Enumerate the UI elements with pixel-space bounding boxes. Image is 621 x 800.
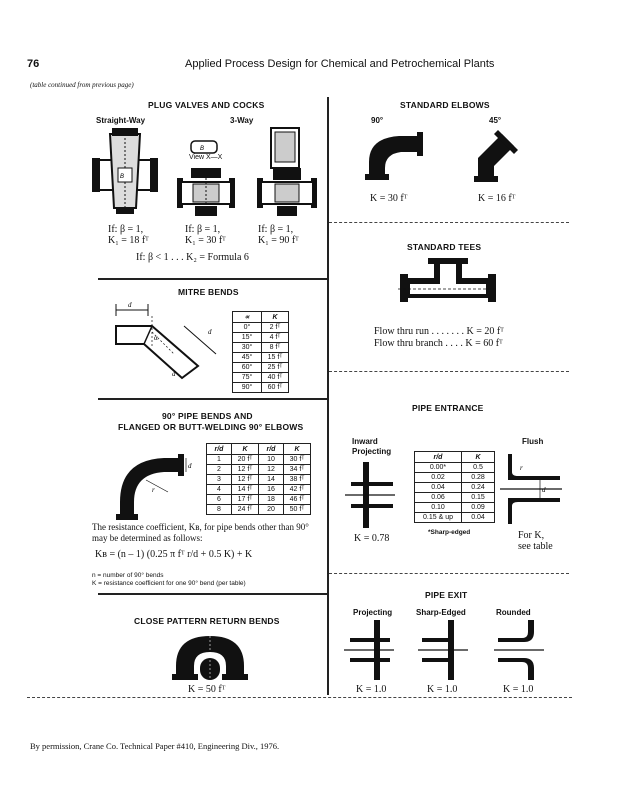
mitre-bends-title: MITRE BENDS [178,287,239,297]
mitre-col-alpha: ∝ [233,312,262,323]
pipe-entrance-title: PIPE ENTRANCE [412,403,484,413]
svg-text:B: B [200,146,205,152]
divider-entrance-exit [329,573,569,574]
flush-k-note: For K, see table [518,530,553,552]
pipe-bends-formula: Kʙ = (n – 1) (0.25 π fᵀ r/d + 0.5 K) + K [95,549,253,560]
table-row: 6 17 fᵀ 18 46 fᵀ [207,495,311,505]
page-number: 76 [27,58,40,70]
table-row: 0° 2 fᵀ [233,323,289,333]
rounded-label: Rounded [496,608,531,617]
pipe-bends-title-1: 90° PIPE BENDS AND [162,411,253,421]
table-row: 45° 15 fᵀ [233,353,289,363]
flush-entrance-drawing [500,454,562,524]
book-title: Applied Process Design for Chemical and Petrochemical Plants [185,58,495,70]
svg-text:d: d [208,328,212,336]
bottom-rule [27,697,572,698]
svg-text:α: α [154,334,158,342]
three-way-2-k: K₁ = 90 fᵀ [258,235,299,246]
table-row: 0.15 & up 0.04 [415,513,495,523]
bends-col-rd-2: r/d [259,444,284,455]
return-bend-k: K = 50 fᵀ [188,684,226,695]
svg-text:r: r [152,486,155,494]
pipe-bends-table [206,443,311,515]
table-row: 3 12 fᵀ 14 38 fᵀ [207,475,311,485]
elbow-90-drawing [363,130,425,182]
table-row: 15° 4 fᵀ [233,333,289,343]
elbow-45-label: 45° [489,116,502,125]
projecting-label: Projecting [353,608,393,617]
divider-bends-return [98,593,328,595]
exit-sharp-edged-drawing [418,620,468,680]
three-way-valve-view-drawing [190,140,218,154]
table-row: 0.00* 0.5 [415,463,495,473]
svg-text:r: r [520,464,523,472]
bends-col-k-1: K [232,444,259,455]
straight-way-k: K₁ = 18 fᵀ [108,235,149,246]
elbow-45-drawing [472,128,528,184]
bends-col-rd-1: r/d [207,444,232,455]
standard-elbows-title: STANDARD ELBOWS [400,100,490,110]
three-way-valve-2-drawing [255,128,319,218]
svg-text:d: d [542,486,546,494]
straight-way-condition: If: β = 1, [108,224,144,235]
table-row: 1 20 fᵀ 10 30 fᵀ [207,455,311,465]
pipe-bends-title-2: FLANGED OR BUTT-WELDING 90° ELBOWS [118,422,304,432]
elbow-45-k: K = 16 fᵀ [478,193,516,204]
mitre-bend-drawing [112,296,227,381]
pipe-entrance-table [414,451,495,523]
three-way-valve-1-drawing [175,168,237,218]
pipe-bends-description: The resistance coefficient, Kʙ, for pipe bends other than 90° may be determined as follows: [92,522,309,543]
table-row: 0.02 0.28 [415,473,495,483]
table-row: 90° 60 fᵀ [233,383,289,393]
bends-col-k-2: K [284,444,311,455]
mitre-col-k: K [262,312,289,323]
divider-mitre-bends [98,398,328,400]
table-row: 2 12 fᵀ 12 34 fᵀ [207,465,311,475]
view-xx-label: View X—X [189,154,223,161]
standard-tees-title: STANDARD TEES [407,242,482,252]
definition-k: K = resistance coefficient for one 90° bend (per table) [92,580,246,587]
divider-elbows-tees [329,222,569,223]
three-way-1-condition: If: β = 1, [185,224,221,235]
flow-thru-run: Flow thru run . . . . . . . K = 20 fᵀ [374,326,504,337]
flush-label: Flush [522,437,544,446]
exit-rounded-k: K = 1.0 [503,684,534,695]
entrance-col-rd: r/d [415,452,462,463]
table-row: 8 24 fᵀ 20 50 fᵀ [207,505,311,515]
permission-credit: By permission, Crane Co. Technical Paper #410, Engineering Div., 1976. [30,741,280,751]
inward-projecting-label: Inward Projecting [352,437,392,456]
svg-text:d: d [128,301,132,309]
svg-text:d: d [188,462,192,470]
elbow-90-label: 90° [371,116,384,125]
exit-sharp-k: K = 1.0 [427,684,458,695]
table-row: 0.06 0.15 [415,493,495,503]
exit-projecting-k: K = 1.0 [356,684,387,695]
flow-thru-branch: Flow thru branch . . . . K = 60 fᵀ [374,338,503,349]
divider-plug-mitre [98,278,328,280]
continued-note: (table continued from previous page) [30,81,134,89]
straight-way-label: Straight-Way [96,116,146,125]
svg-text:d: d [172,370,176,378]
three-way-2-condition: If: β = 1, [258,224,294,235]
three-way-label: 3-Way [230,116,254,125]
table-row: 0.04 0.24 [415,483,495,493]
definition-n: n = number of 90° bends [92,572,164,579]
divider-tees-entrance [329,371,569,372]
entrance-col-k: K [462,452,495,463]
inward-projecting-k: K = 0.78 [354,533,390,544]
table-row: 75° 40 fᵀ [233,373,289,383]
sharp-edged-footnote: *Sharp-edged [428,529,471,536]
pipe-bend-drawing [116,452,196,522]
exit-rounded-drawing [494,620,544,680]
mitre-bends-table [232,311,289,393]
exit-projecting-drawing [344,620,394,680]
standard-tee-drawing [398,258,498,314]
straight-way-valve-drawing [90,128,160,216]
table-row: 4 14 fᵀ 16 42 fᵀ [207,485,311,495]
svg-text:B: B [120,174,125,180]
sharp-edged-label: Sharp-Edged [416,608,466,617]
plug-valves-title: PLUG VALVES AND COCKS [148,100,265,110]
return-bend-drawing [170,632,250,680]
return-bends-title: CLOSE PATTERN RETURN BENDS [134,616,280,626]
center-divider [327,97,329,695]
three-way-1-k: K₁ = 30 fᵀ [185,235,226,246]
table-row: 30° 8 fᵀ [233,343,289,353]
elbow-90-k: K = 30 fᵀ [370,193,408,204]
table-row: 0.10 0.09 [415,503,495,513]
partial-open-formula: If: β < 1 . . . K₂ = Formula 6 [136,252,249,263]
pipe-exit-title: PIPE EXIT [425,590,468,600]
table-row: 60° 25 fᵀ [233,363,289,373]
inward-projecting-drawing [345,462,395,528]
